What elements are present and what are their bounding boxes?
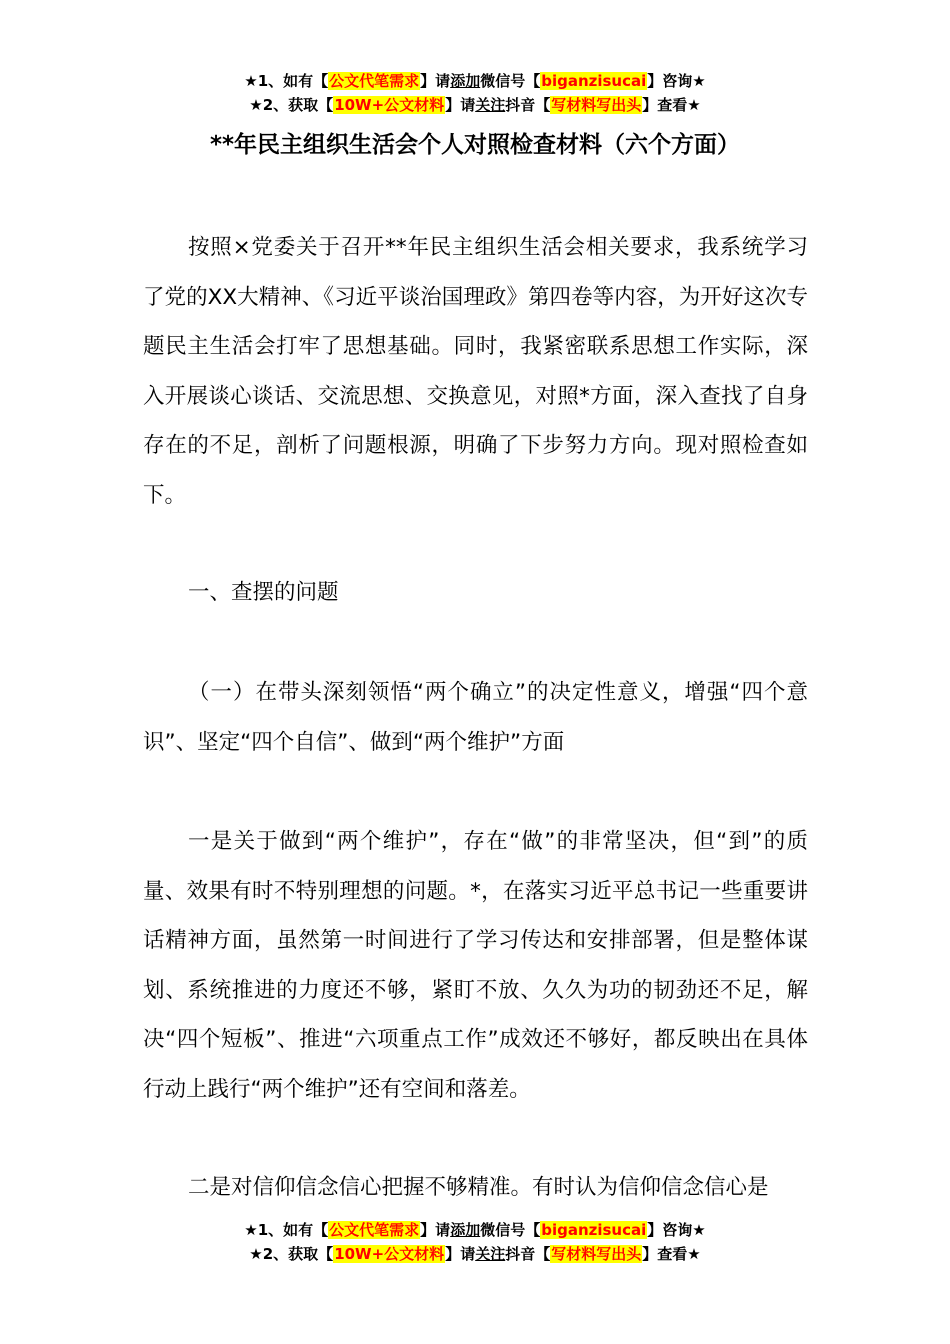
promo-highlight-service: 公文代笔需求 xyxy=(329,72,420,90)
section-heading-problems: 一、查摆的问题 xyxy=(188,580,339,605)
promo-line-2-suffix: 】查看★ xyxy=(642,96,701,114)
promo-underlined-add: 添加 xyxy=(450,1221,481,1239)
promo-line-1-mid2: 微信号【 xyxy=(480,1221,541,1239)
point-one-paragraph: 一是关于做到“两个维护”，存在“做”的非常坚决，但“到”的质量、效果有时不特别理想的问题。*，在落实习近平总书记一些重要讲话精神方面，虽然第一时间进行了学习传达和安排部署，但是整体谋划、系统推进的力度还不够，紧盯不放、久久为功的韧劲还不足，解决“四个短板”、推进“六项重点工作”成效还不够好，都反映出在具体行动上践行“两个维护”还有空间和落差。 xyxy=(143,829,808,1102)
promo-line-2-mid2: 抖音【 xyxy=(505,1245,551,1263)
promo-line-2-mid: 】请 xyxy=(445,1245,476,1263)
promo-line-2-suffix: 】查看★ xyxy=(642,1245,701,1263)
promo-line-1-suffix: 】咨询★ xyxy=(647,72,706,90)
point-two-paragraph: 二是对信仰信念信心把握不够精准。有时认为信仰信念信心是 xyxy=(188,1175,769,1200)
promo-line-2-footer xyxy=(0,1242,950,1266)
promo-highlight-materials: 10W+公文材料 xyxy=(334,1245,445,1263)
promo-line-2-mid: 】请 xyxy=(445,96,476,114)
promo-line-1-suffix: 】咨询★ xyxy=(647,1221,706,1239)
intro-paragraph: 按照×党委关于召开**年民主组织生活会相关要求，我系统学习了党的XX大精神、《习近平谈治国理政》第四卷等内容，为开好这次专题民主生活会打牢了思想基础。同时，我紧密联系思想工作实际，深入开展谈心谈话、交流思想、交换意见，对照*方面，深入查找了自身存在的不足，剖析了问题根源，明确了下步努力方向。现对照检查如下。 xyxy=(143,235,808,508)
promo-line-2-prefix: ★2、获取【 xyxy=(249,1245,334,1263)
promo-line-1-mid2: 微信号【 xyxy=(480,72,541,90)
promo-underlined-follow: 关注 xyxy=(475,96,506,114)
promo-highlight-douyin: 写材料写出头 xyxy=(551,1245,642,1263)
promo-line-1 xyxy=(0,69,950,93)
promo-banner-bottom xyxy=(0,1218,950,1266)
subsection-heading-1: （一）在带头深刻领悟“两个确立”的决定性意义，增强“四个意识”、坚定“四个自信”、做到“两个维护”方面 xyxy=(143,680,808,755)
promo-line-2 xyxy=(0,93,950,117)
promo-highlight-service: 公文代笔需求 xyxy=(329,1221,420,1239)
promo-highlight-materials: 10W+公文材料 xyxy=(334,96,445,114)
promo-line-1-footer xyxy=(0,1218,950,1242)
promo-underlined-add: 添加 xyxy=(450,72,481,90)
promo-banner-top xyxy=(0,69,950,117)
promo-underlined-follow: 关注 xyxy=(475,1245,506,1263)
promo-line-1-prefix: ★1、如有【 xyxy=(244,1221,329,1239)
promo-line-1-mid: 】请 xyxy=(420,72,451,90)
promo-line-1-prefix: ★1、如有【 xyxy=(244,72,329,90)
promo-highlight-wechat-id: biganzisucai xyxy=(541,1221,647,1239)
promo-highlight-douyin: 写材料写出头 xyxy=(551,96,642,114)
promo-line-1-mid: 】请 xyxy=(420,1221,451,1239)
promo-line-2-mid2: 抖音【 xyxy=(505,96,551,114)
document-title: **年民主组织生活会个人对照检查材料（六个方面） xyxy=(209,132,741,158)
promo-line-2-prefix: ★2、获取【 xyxy=(249,96,334,114)
promo-highlight-wechat-id: biganzisucai xyxy=(541,72,647,90)
